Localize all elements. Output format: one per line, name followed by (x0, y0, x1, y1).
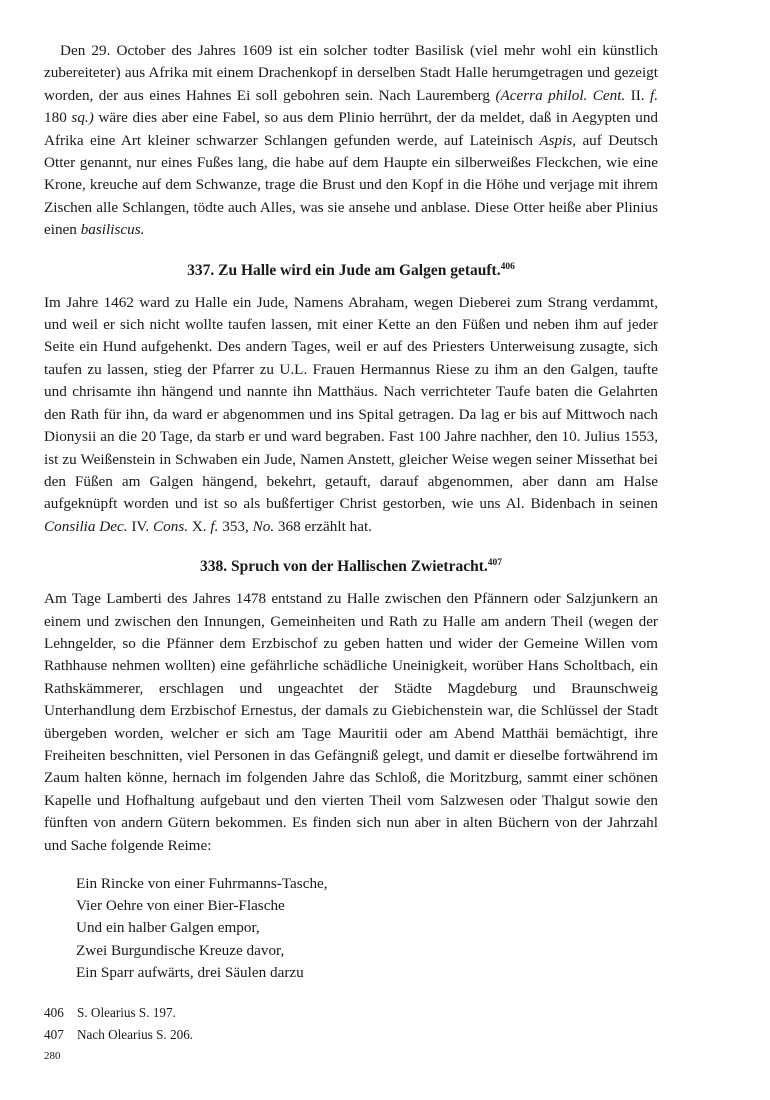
page-content (44, 40, 658, 1046)
footnote-number: 406 (44, 1005, 64, 1021)
section-338-body: Am Tage Lamberti des Jahres 1478 entstand zu Halle zwischen den Pfännern oder Salzjunkern an einem und zwischen den Innungen, Gemeinheiten und Rath zu Halle am andern Theil (wegen der Lehngelder, so die Pfänner dem Erzbischof zu geben hatten und wider der Gemeine Willen vom Rathhause nehmen wollten) eine gefährliche schädliche Uneinigkeit, worüber Hans Scholtbach, ein Rathskämmerer, erschlagen und ungeachtet der Städte Magdeburg und Braunschweig Unterhandlung dem Erzbischof Ernestus, der damals zu Giebichenstein war, die Schlüssel der Stadt übergeben worden, welcher er sich am Tage Mauritii oder am Abend Matthäi bemächtigt, ihre Freiheiten beschnitten, viel Personen in das Gefängniß gelegt, und damit er dieselbe fortwährend im Zaum halten könne, hernach im folgenden Jahre das Schloß, die Moritzburg, sammt einer schönen Kapelle und Hofhaltung aufgebaut und den vierten Theil vom Salzwesen oder Thalgut sowie den fünften von andern Gütern bekommen. Es finden sich nun aber in alten Büchern von der Jahrzahl und Sache folgende Reime: (44, 590, 658, 854)
section-338-heading: 338. Spruch von der Hallischen Zwietracht.$^{407}$ (199, 558, 502, 576)
poem-line: Zwei Burgundische Kreuze davor, (76, 941, 285, 959)
footnote-text: Nach Olearius S. 206. (77, 1027, 194, 1043)
section-337-heading: 337. Zu Halle wird ein Jude am Galgen getauft.$^{406}$ (187, 261, 515, 279)
footnote (44, 1024, 658, 1046)
section-337-body: Im Jahre 1462 ward zu Halle ein Jude, Namens Abraham, wegen Dieberei zum Strang verdammt, und weil er sich nicht wollte taufen lassen, mit einer Kette an den Füßen und neben ihm auf jeder Seite ein Hund aufgehenkt. Des andern Tages, weil er auf des Priesters Unterweisung zusagte, sich taufen zu lassen, stieg der Pfarrer zu U.L. Frauen Hermannus Riese zu ihm an den Galgen, taufte und chrisamte ihn hängend und nannte ihn Matthäus. Nach verrichteter Taufe baten die Gelahrten den Rath für ihn, da ward er abgenommen und ins Spital getragen. Da lag er bis auf Mittwoch nach Dionysii an die 20 Tage, da starb er und ward begraben. Fast 100 Jahre nachher, den 10. Julius 1553, ist zu Weißenstein in Schwaben ein Jude, Namen Anstett, gleicher Weise wegen seiner Missethat bei den Füßen am Galgen hängend, bekehrt, getauft, darauf abgenommen, aber dann am Halse aufgeknüpft worden und ist so als bußfertiger Christ gestorben, wie uns Al. Bidenbach in seinen Consilia Dec. IV. Cons. X. f. 353, No. 368 erzählt hat. (44, 293, 658, 535)
poem-line: Ein Rincke von einer Fuhrmanns-Tasche, (76, 875, 328, 892)
footnote-number: 407 (44, 1027, 64, 1043)
footnote (44, 1002, 658, 1024)
poem (44, 873, 658, 984)
poem-line: Vier Oehre von einer Bier-Flasche (76, 897, 285, 915)
page-number: 280 (44, 1050, 61, 1062)
footnote-ref-406[interactable]: 406 (500, 261, 515, 272)
footnote-ref-407[interactable]: 407 (487, 558, 502, 569)
footnote-text: S. Olearius S. 197. (77, 1005, 176, 1021)
footnotes (44, 1002, 658, 1046)
intro-paragraph: Den 29. October des Jahres 1609 ist ein solcher todter Basilisk (viel mehr wohl ein künstlich zubereiteter) aus Afrika mit einem Drachenkopf in derselben Stadt Halle herumgetragen und gezeigt worden, der aus eines Hahnes Ei soll gebohren sein. Nach Lauremberg (Acerra philol. Cent. II. f. 180 sq.) wäre dies aber eine Fabel, so aus dem Plinio herrührt, der da meldet, daß in Aegypten und Afrika eine Art kleiner schwarzer Schlangen gefunden werde, auf Lateinisch Aspis, auf Deutsch Otter genannt, nur eines Fußes lang, die habe auf dem Haupte ein silberweißes Fleckchen, wie eine Krone, kreuche auf dem Schwanze, trage die Brust und den Kopf in die Höhe und verjage mit ihrem Zischen alle Schlangen, tödte auch Alles, was sie ansehe und anblase. Diese Otter heiße aber Plinius einen basiliscus. (44, 42, 659, 239)
poem-line: Ein Sparr aufwärts, drei Säulen darzu (76, 963, 304, 981)
poem-line: Und ein halber Galgen empor, (76, 919, 260, 937)
